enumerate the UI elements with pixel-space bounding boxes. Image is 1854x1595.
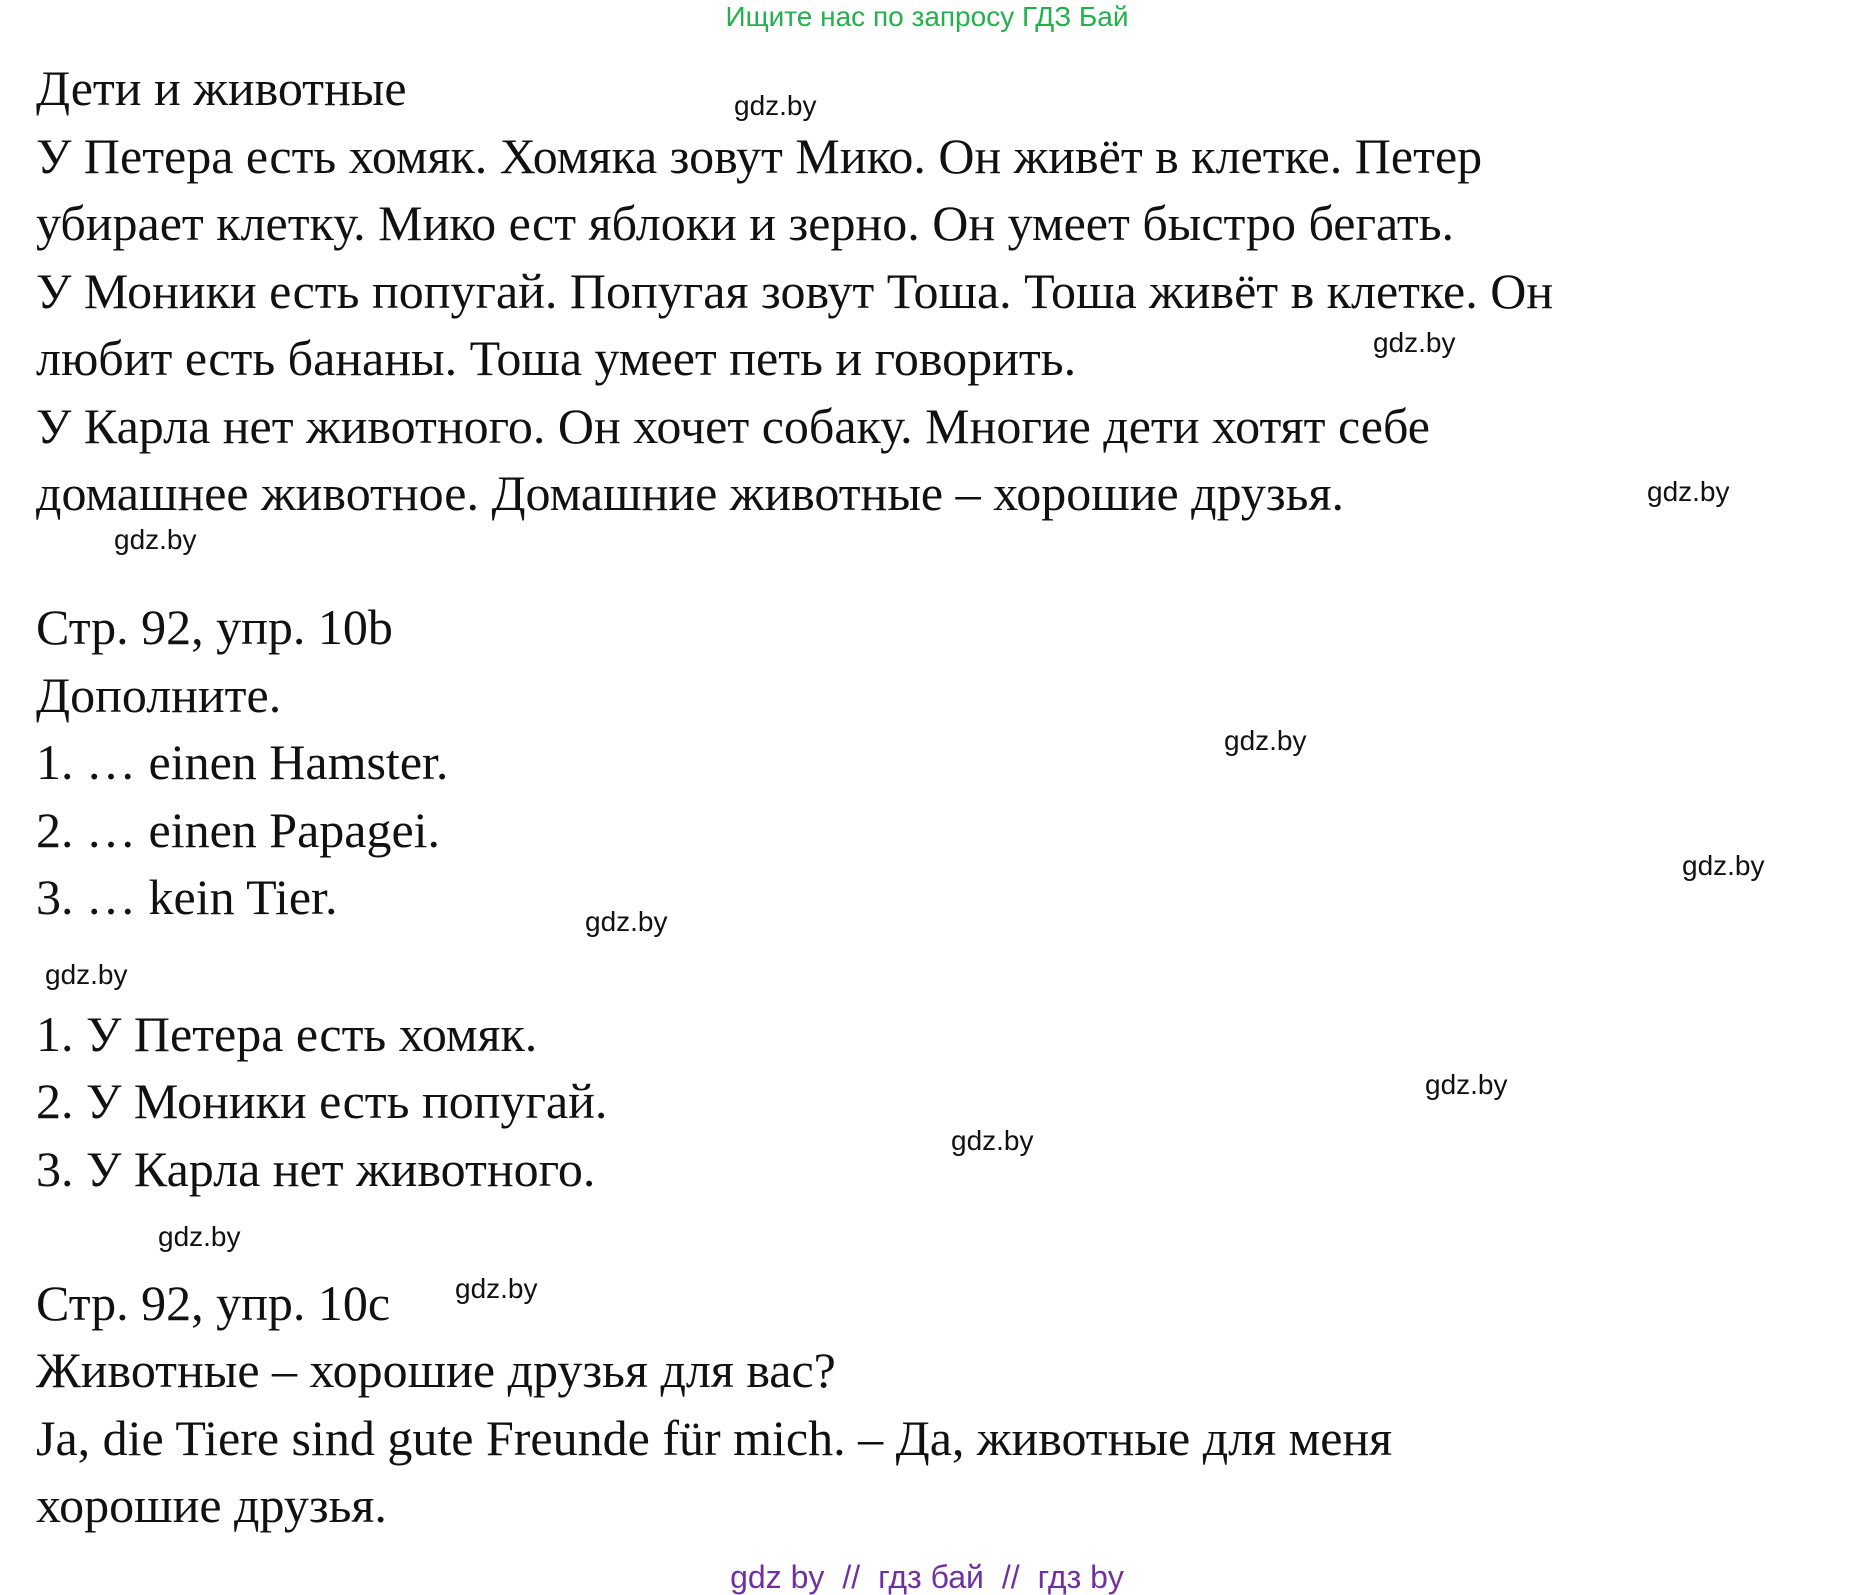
answer-item: 2. У Моники есть попугай. [36,1073,608,1129]
paragraph-line: домашнее животное. Домашние животные – хорошие друзья. [36,465,1344,521]
exercise-10c-heading: Стр. 92, упр. 10c [36,1275,391,1331]
paragraph-line: У Карла нет животного. Он хочет собаку. Многие дети хотят себе [36,398,1430,454]
watermark: gdz.by [158,1221,241,1252]
watermark: gdz.by [455,1273,538,1304]
watermark: gdz.by [1647,476,1730,507]
page-title: Дети и животные [36,60,407,116]
watermark: gdz.by [45,959,128,990]
exercise-10c-answer-line: Ja, die Tiere sind gute Freunde für mich. – Да, животные для меня [36,1410,1393,1466]
exercise-10b-heading: Стр. 92, упр. 10b [36,599,393,655]
watermark: gdz.by [585,906,668,937]
footer-separator: // [842,1559,861,1595]
watermark: gdz.by [1373,327,1456,358]
watermark: gdz.by [1224,725,1307,756]
exercise-10b-instruction: Дополните. [36,667,282,723]
footer-separator: // [1001,1559,1020,1595]
exercise-10c-answer-line: хорошие друзья. [36,1477,387,1533]
exercise-10c-question: Животные – хорошие друзья для вас? [36,1342,836,1398]
paragraph-line: У Петера есть хомяк. Хомяка зовут Мико. Он живёт в клетке. Петер [36,128,1483,184]
watermark: gdz.by [951,1125,1034,1156]
watermark: gdz.by [1425,1069,1508,1100]
exercise-item: 2. … einen Papagei. [36,802,441,858]
paragraph-line: убирает клетку. Мико ест яблоки и зерно. Он умеет быстро бегать. [36,195,1455,251]
watermark: gdz.by [734,90,817,121]
footer-link: gdz by [730,1559,825,1595]
paragraph-line: У Моники есть попугай. Попугая зовут Тоша. Тоша живёт в клетке. Он [36,263,1554,319]
watermark: gdz.by [114,524,197,555]
footer-link: гдз бай [878,1559,984,1595]
exercise-item: 3. … kein Tier. [36,869,338,925]
answer-item: 1. У Петера есть хомяк. [36,1006,538,1062]
answer-item: 3. У Карла нет животного. [36,1141,596,1197]
footer [0,1560,1854,1594]
paragraph-line: любит есть бананы. Тоша умеет петь и говорить. [36,330,1077,386]
header-banner: Ищите нас по запросу ГДЗ Бай [725,1,1129,32]
watermark: gdz.by [1682,850,1765,881]
footer-link: гдз by [1037,1559,1124,1595]
exercise-item: 1. … einen Hamster. [36,734,449,790]
